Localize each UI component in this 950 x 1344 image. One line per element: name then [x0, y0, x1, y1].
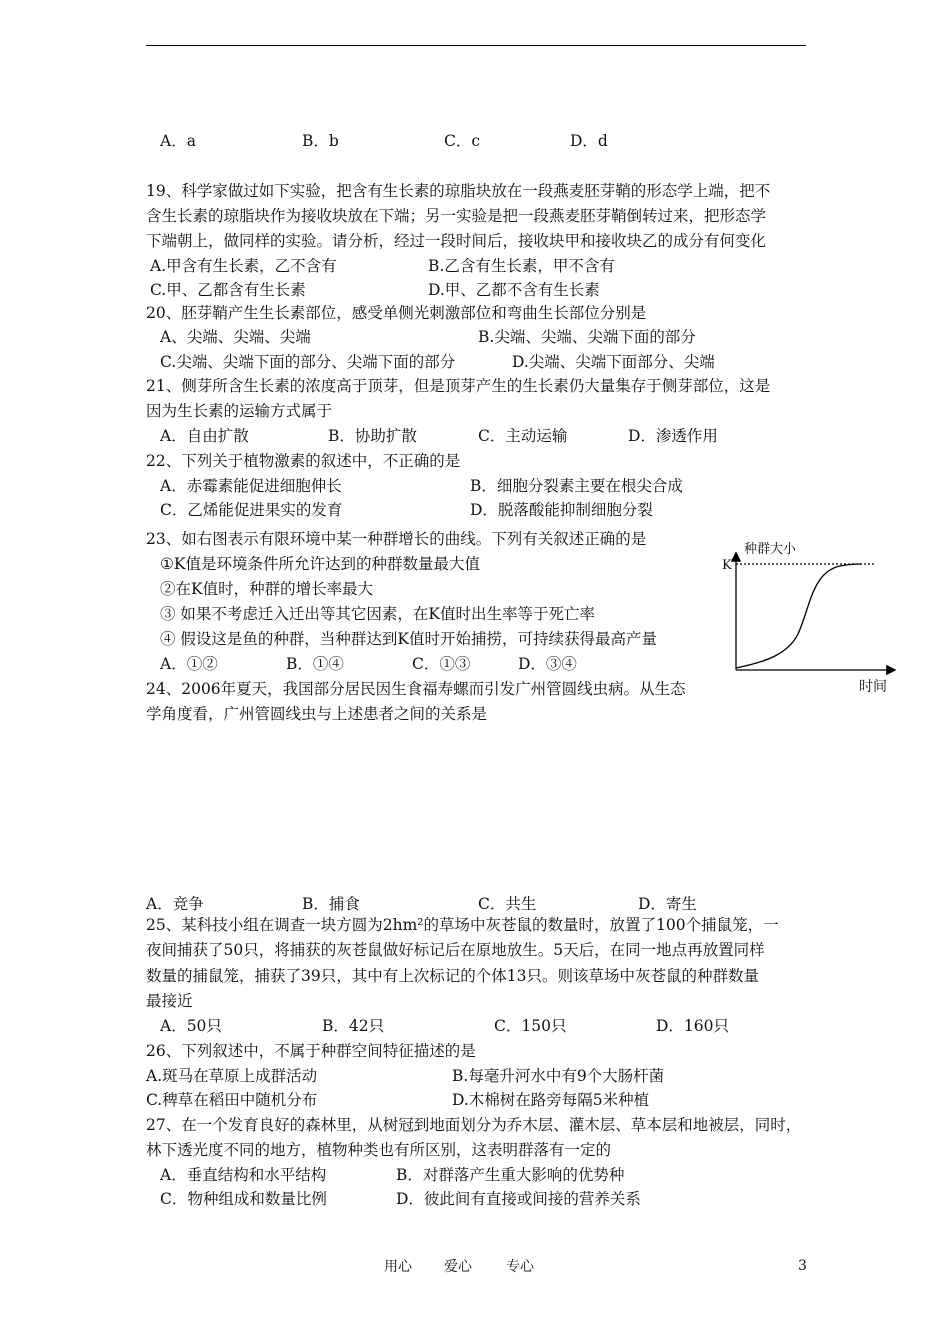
- q18-option-c: C．c: [444, 132, 481, 150]
- graph-y-label: 种群大小: [744, 542, 797, 557]
- q19-line-2: 含生长素的琼脂块作为接收块放在下端；另一实验是把一段燕麦胚芽鞘倒转过来，把形态学: [146, 207, 767, 225]
- graph-x-label: 时间: [859, 679, 887, 695]
- q21-line-1: 21、侧芽所含生长素的浓度高于顶芽，但是顶芽产生的生长素仍大量集存于侧芽部位，这是: [146, 377, 771, 395]
- footer-item-1: 用心: [384, 1259, 412, 1275]
- q22-option-d: D．脱落酸能抑制细胞分裂: [470, 501, 653, 519]
- q21-line-2: 因为生长素的运输方式属于: [146, 402, 333, 420]
- q22-option-b: B．细胞分裂素主要在根尖合成: [470, 477, 683, 495]
- q24-option-d: D．寄生: [638, 895, 697, 913]
- q21-option-a: A．自由扩散: [160, 427, 249, 445]
- q25-option-b: B．42只: [322, 1017, 385, 1035]
- q26-option-c: C.稗草在稻田中随机分布: [146, 1091, 318, 1109]
- q27-option-d: D．彼此间有直接或间接的营养关系: [396, 1190, 641, 1208]
- q25-line-4: 最接近: [146, 992, 193, 1010]
- q23-statement-4: ④ 假设这是鱼的种群，当种群达到K值时开始捕捞，可持续获得最高产量: [160, 630, 658, 648]
- q21-option-b: B．协助扩散: [328, 427, 417, 445]
- q19-line-1: 19、科学家做过如下实验，把含有生长素的琼脂块放在一段燕麦胚芽鞘的形态学上端，把不: [146, 182, 771, 200]
- q18-option-b: B．b: [302, 132, 339, 150]
- q20-option-c: C.尖端、尖端下面的部分、尖端下面的部分: [160, 353, 456, 371]
- q22-line-1: 22、下列关于植物激素的叙述中，不正确的是: [146, 452, 461, 470]
- s-curve: [736, 564, 862, 668]
- q25-line-1: 25、某科技小组在调查一块方圆为2hm²的草场中灰苍鼠的数量时，放置了100个捕鼠笼，一: [146, 916, 779, 934]
- q19-option-d: D.甲、乙都不含有生长素: [428, 281, 600, 299]
- q23-option-c: C．①③: [412, 655, 471, 673]
- q20-option-a: A、尖端、尖端、尖端: [160, 328, 311, 346]
- footer-item-2: 爱心: [444, 1259, 472, 1275]
- q23-stem: 23、如右图表示有限环境中某一种群增长的曲线。下列有关叙述正确的是: [146, 530, 647, 548]
- q27-line-2: 林下透光度不同的地方，植物种类也有所区别，这表明群落有一定的: [146, 1141, 612, 1159]
- q27-option-b: B．对群落产生重大影响的优势种: [396, 1166, 625, 1184]
- q26-option-b: B.每毫升河水中有9个大肠杆菌: [452, 1067, 665, 1085]
- q20-option-b: B.尖端、尖端、尖端下面的部分: [478, 328, 696, 346]
- q26-option-a: A.斑马在草原上成群活动: [146, 1067, 318, 1085]
- q27-option-a: A．垂直结构和水平结构: [160, 1166, 327, 1184]
- q23-statement-2: ②在K值时，种群的增长率最大: [160, 580, 374, 598]
- q19-option-b: B.乙含有生长素，甲不含有: [428, 257, 615, 275]
- q24-line-1: 24、2006年夏天，我国部分居民因生食福寿螺而引发广州管圆线虫病。从生态: [146, 680, 686, 698]
- q24-line-2: 学角度看，广州管圆线虫与上述患者之间的关系是: [146, 705, 488, 723]
- q22-option-a: A．赤霉素能促进细胞伸长: [160, 477, 342, 495]
- q25-option-d: D．160只: [656, 1017, 730, 1035]
- footer-item-3: 专心: [506, 1259, 534, 1275]
- page-number: 3: [798, 1258, 807, 1274]
- q23-option-b: B．①④: [286, 655, 344, 673]
- q25-option-c: C．150只: [494, 1017, 567, 1035]
- q26-line-1: 26、下列叙述中，不属于种群空间特征描述的是: [146, 1042, 476, 1060]
- q24-option-a: A．竞争: [146, 895, 204, 913]
- q20-option-d: D.尖端、尖端下面部分、尖端: [512, 353, 715, 371]
- q26-option-d: D.木棉树在路旁每隔5米种植: [452, 1091, 650, 1109]
- q19-option-a: A.甲含有生长素，乙不含有: [150, 257, 337, 275]
- header-rule: [146, 45, 806, 46]
- q22-option-c: C．乙烯能促进果实的发育: [160, 501, 343, 519]
- q25-option-a: A．50只: [160, 1017, 222, 1035]
- population-growth-graph: [718, 536, 898, 698]
- q20-line-1: 20、胚芽鞘产生生长素部位，感受单侧光刺激部位和弯曲生长部位分别是: [146, 304, 647, 322]
- q23-option-d: D．③④: [518, 655, 577, 673]
- q23-statement-1: ①K值是环境条件所允许达到的种群数量最大值: [160, 555, 480, 573]
- q23-option-a: A．①②: [160, 655, 218, 673]
- q18-option-d: D．d: [570, 132, 608, 150]
- q18-option-a: A．a: [160, 132, 196, 150]
- q23-statement-3: ③ 如果不考虑迁入迁出等其它因素，在K值时出生率等于死亡率: [160, 605, 596, 623]
- graph-k-label: K: [722, 558, 732, 573]
- q25-line-2: 夜间捕获了50只，将捕获的灰苍鼠做好标记后在原地放生。5天后，在同一地点再放置同样: [146, 941, 765, 959]
- q24-option-b: B．捕食: [302, 895, 360, 913]
- q24-option-c: C．共生: [478, 895, 537, 913]
- q27-option-c: C．物种组成和数量比例: [160, 1190, 327, 1208]
- q21-option-c: C．主动运输: [478, 427, 568, 445]
- q27-line-1: 27、在一个发育良好的森林里，从树冠到地面划分为乔木层、灌木层、草本层和地被层，同时，: [146, 1116, 802, 1134]
- q19-line-3: 下端朝上，做同样的实验。请分析，经过一段时间后，接收块甲和接收块乙的成分有何变化: [146, 232, 767, 250]
- q25-line-3: 数量的捕鼠笼，捕获了39只，其中有上次标记的个体13只。则该草场中灰苍鼠的种群数量: [146, 967, 759, 985]
- q21-option-d: D．渗透作用: [628, 427, 718, 445]
- q19-option-c: C.甲、乙都含有生长素: [150, 281, 306, 299]
